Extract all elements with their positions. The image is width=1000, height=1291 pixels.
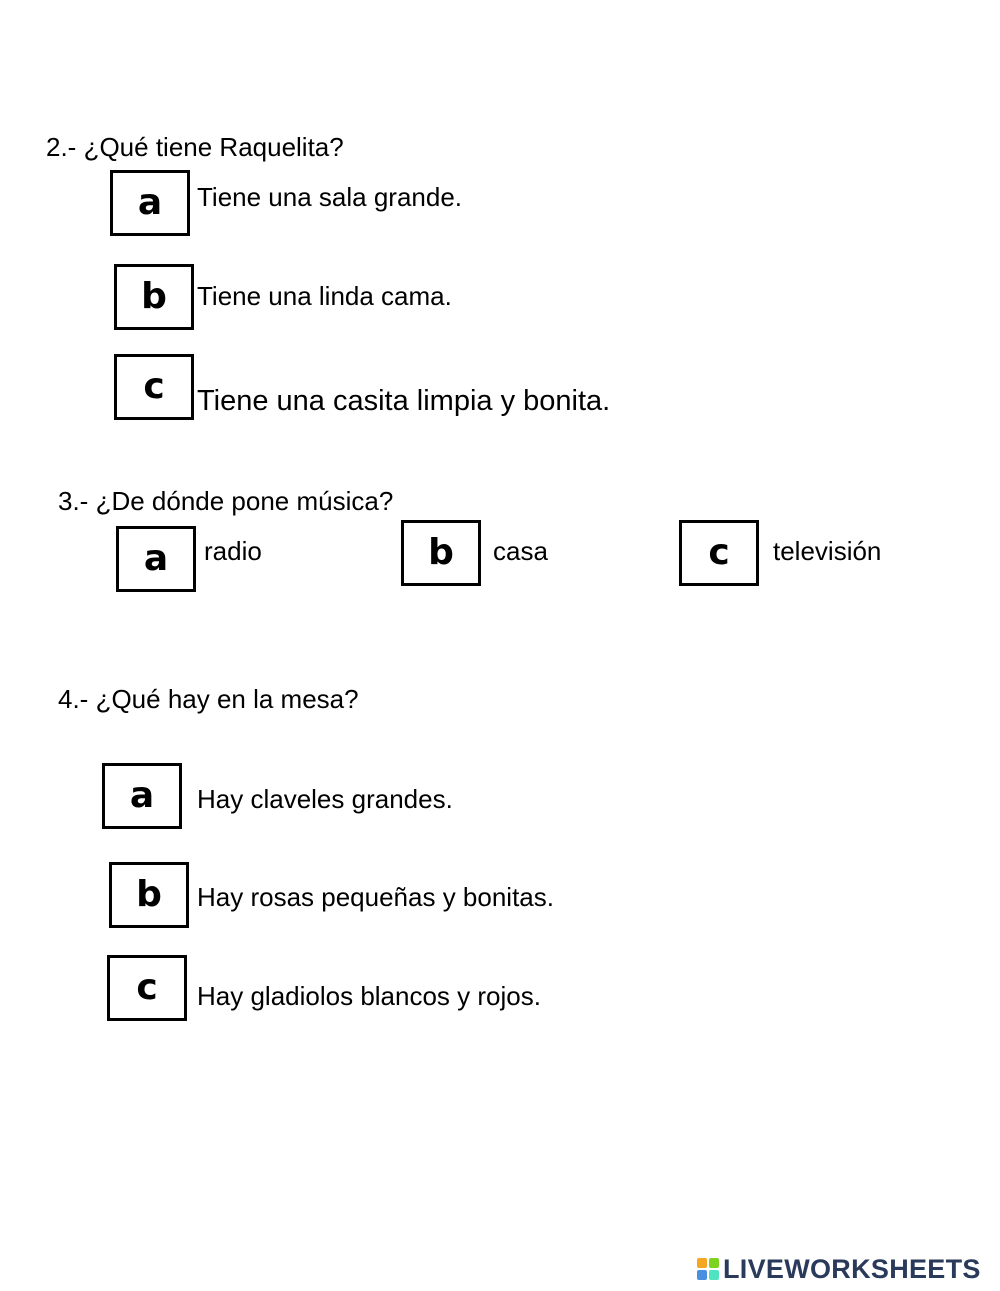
question-4-option-c-text: Hay gladiolos blancos y rojos. xyxy=(197,981,541,1011)
logo-tile-4 xyxy=(709,1270,719,1280)
question-4-option-b-text: Hay rosas pequeñas y bonitas. xyxy=(197,882,554,912)
question-3-option-c-box[interactable]: c xyxy=(679,520,759,586)
question-3-option-b-text: casa xyxy=(493,536,548,566)
question-3-option-a-text: radio xyxy=(204,536,262,566)
liveworksheets-logo xyxy=(697,1254,981,1284)
logo-tile-3 xyxy=(697,1270,707,1280)
logo-tile-2 xyxy=(709,1258,719,1268)
question-2-option-c-box[interactable]: c xyxy=(114,354,194,420)
question-2-option-c-text: Tiene una casita limpia y bonita. xyxy=(197,385,611,417)
question-3-prompt: 3.- ¿De dónde pone música? xyxy=(58,486,394,516)
question-4-option-a-text: Hay claveles grandes. xyxy=(197,784,453,814)
question-3-option-b-box[interactable]: b xyxy=(401,520,481,586)
question-2-option-b-text: Tiene una linda cama. xyxy=(197,281,452,311)
question-2-option-a-box[interactable]: a xyxy=(110,170,190,236)
question-4-option-b-box[interactable]: b xyxy=(109,862,189,928)
question-2-option-a-text: Tiene una sala grande. xyxy=(197,182,463,212)
question-4-option-a-box[interactable]: a xyxy=(102,763,182,829)
question-2-option-b-box[interactable]: b xyxy=(114,264,194,330)
question-3-option-a-box[interactable]: a xyxy=(116,526,196,592)
liveworksheets-logo-text: LIVEWORKSHEETS xyxy=(723,1254,981,1284)
question-2-prompt: 2.- ¿Qué tiene Raquelita? xyxy=(46,132,344,162)
question-3-option-c-text: televisión xyxy=(773,536,882,566)
question-4-option-c-box[interactable]: c xyxy=(107,955,187,1021)
liveworksheets-logo-icon xyxy=(697,1258,719,1280)
question-4-prompt: 4.- ¿Qué hay en la mesa? xyxy=(58,684,359,714)
logo-tile-1 xyxy=(697,1258,707,1268)
